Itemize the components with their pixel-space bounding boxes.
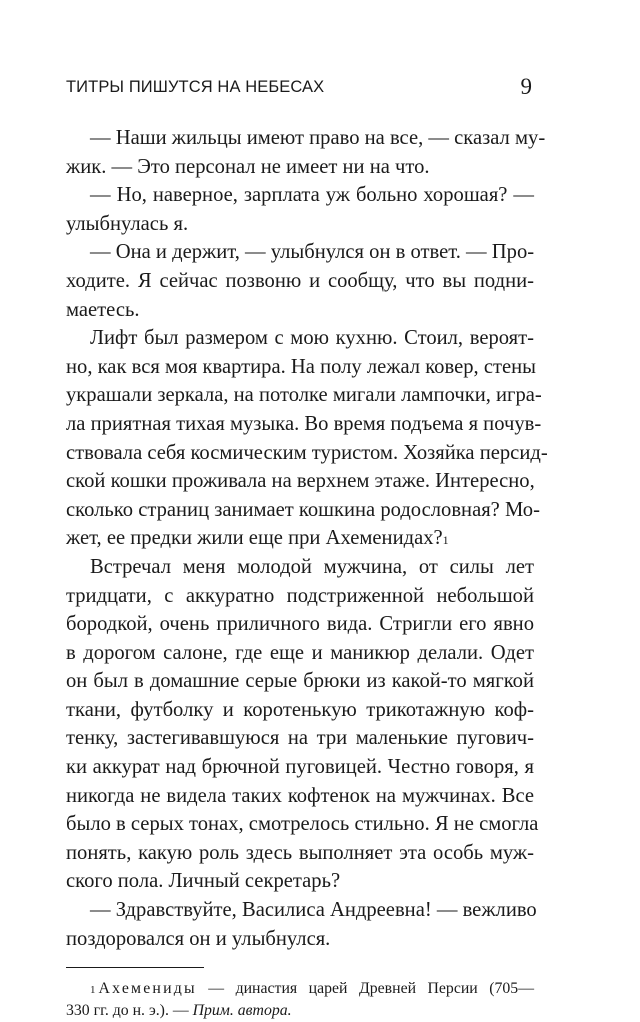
text-line: но, как вся моя квартира. На полу лежал ковер, стены xyxy=(66,355,536,378)
text-line: Встречал меня молодой мужчина, от силы лет xyxy=(90,555,534,578)
footnote-divider xyxy=(66,967,204,968)
footnote-definition: — династия царей Древней Персии (705— xyxy=(196,980,534,998)
paragraph xyxy=(66,124,546,181)
text-line: ткани, футболку и коротенькую трикотажную коф- xyxy=(66,698,534,721)
text-line: ской кошки проживала на верхнем этаже. Интересно, xyxy=(66,470,535,493)
footnote-reference[interactable]: 1 xyxy=(442,533,449,548)
text-line: маетесь. xyxy=(66,298,140,321)
text-line: Лифт был размером с мою кухню. Стоил, вероят- xyxy=(90,327,534,350)
text-line-content: жет, ее предки жили еще при Ахеменидах? xyxy=(66,527,443,550)
paragraph xyxy=(66,553,539,896)
text-line: тенку, застегивавшуюся на три маленькие пугович- xyxy=(66,727,534,750)
text-line: сколько страниц занимает кошкина родословная? Мо- xyxy=(66,498,540,521)
text-line: жик. — Это персонал не имеет ни на что. xyxy=(66,155,430,178)
text-line: — Здравствуйте, Василиса Андреевна! — вежливо xyxy=(90,899,537,922)
running-title: ТИТРЫ ПИШУТСЯ НА НЕБЕСАХ xyxy=(66,78,325,96)
text-line: ки аккурат над брючной пуговицей. Честно говоря, я xyxy=(66,756,534,779)
text-line: — Наши жильцы имеют право на все, — сказал му- xyxy=(90,127,546,149)
footnote-number: 1 xyxy=(90,984,96,997)
footnote-line xyxy=(66,1000,534,1022)
footnote-term: Ахемениды xyxy=(98,980,197,998)
text-line: понять, какую роль здесь выполняет эта особь муж- xyxy=(66,841,534,864)
footnote-definition-cont: 330 гг. до н. э.). — xyxy=(66,1002,193,1020)
text-line: поздоровался он и улыбнулся. xyxy=(66,927,331,950)
text-line: тридцати, с аккуратно подстриженной небольшой xyxy=(66,584,534,607)
author-note: Прим. автора. xyxy=(192,1002,292,1020)
text-line: ла приятная тихая музыка. Во время подъема я почув- xyxy=(66,412,542,435)
text-line: — Но, наверное, зарплата уж больно хорошая? — xyxy=(90,184,534,207)
text-line: никогда не видела таких кофтенок на мужчинах. Все xyxy=(66,784,534,807)
text-line: — Она и держит, — улыбнулся он в ответ. — Про- xyxy=(90,241,535,264)
text-line: в дорогом салоне, где еще и маникюр делали. Одет xyxy=(66,641,534,664)
text-line: ходите. Я сейчас позвоню и сообщу, что вы подни- xyxy=(66,269,534,292)
book-page xyxy=(66,74,548,1022)
text-line: улыбнулась я. xyxy=(66,212,189,235)
body-text xyxy=(66,124,548,953)
text-line: бородкой, очень приличного вида. Стригли его явно xyxy=(66,613,534,636)
page-header xyxy=(66,76,534,110)
text-line: он был в домашние серые брюки из какой-то мягкой xyxy=(66,670,534,693)
page-number: 9 xyxy=(520,74,532,99)
text-line: ского пола. Личный секретарь? xyxy=(66,870,341,893)
text-line: украшали зеркала, на потолке мигали лампочки, игра- xyxy=(66,384,542,407)
text-line xyxy=(66,524,534,553)
text-line: ствовала себя космическим туристом. Хозяйка персид- xyxy=(66,441,548,464)
text-line: было в серых тонах, смотрелось стильно. Я не смогла xyxy=(66,813,539,836)
paragraph xyxy=(66,324,548,553)
paragraph xyxy=(66,896,537,953)
paragraph xyxy=(66,238,534,324)
footnote-line xyxy=(66,978,534,1000)
footnote xyxy=(66,978,534,1022)
paragraph xyxy=(66,181,534,238)
